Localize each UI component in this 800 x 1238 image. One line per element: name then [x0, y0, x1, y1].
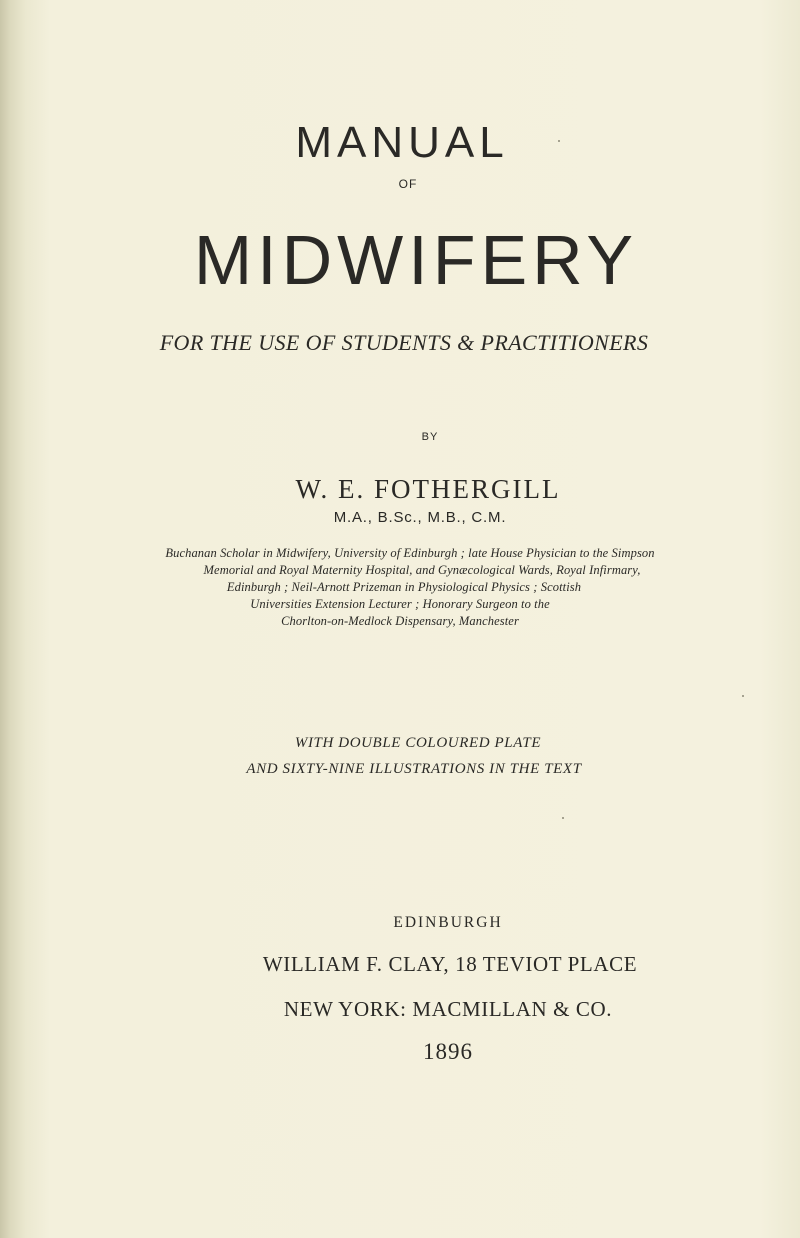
illustrations-line: WITH DOUBLE COLOURED PLATE [294, 735, 542, 751]
author-degrees: M.A., B.Sc., M.B., C.M. [333, 509, 507, 526]
author-name: W. E. FOTHERGILL [295, 474, 561, 504]
imprint-year: 1896 [423, 1039, 473, 1064]
paper-speck [558, 140, 560, 142]
title-manual: MANUAL [295, 118, 509, 167]
title-of: OF [398, 177, 418, 191]
imprint-ny-publisher: NEW YORK: MACMILLAN & CO. [283, 997, 613, 1021]
by-label: BY [421, 431, 439, 443]
paper-speck [742, 695, 744, 697]
author-credentials-line: Chorlton-on-Medlock Dispensary, Manchester [281, 614, 519, 628]
title-midwifery: MIDWIFERY [193, 221, 639, 299]
imprint-publisher: WILLIAM F. CLAY, 18 TEVIOT PLACE [262, 952, 638, 976]
author-credentials-line: Buchanan Scholar in Midwifery, University of Edinburgh ; late House Physician to the Simpson [165, 546, 655, 560]
imprint-city: EDINBURGH [393, 914, 503, 931]
author-credentials-line: Edinburgh ; Neil-Arnott Prizeman in Physiological Physics ; Scottish [226, 580, 582, 594]
author-credentials-line: Memorial and Royal Maternity Hospital, and Gynæcological Wards, Royal Infirmary, [203, 563, 641, 577]
paper-speck [562, 817, 564, 819]
author-credentials-line: Universities Extension Lecturer ; Honorary Surgeon to the [250, 597, 550, 611]
illustrations-line: AND SIXTY-NINE ILLUSTRATIONS IN THE TEXT [246, 761, 582, 777]
subtitle: FOR THE USE OF STUDENTS & PRACTITIONERS [159, 330, 649, 355]
